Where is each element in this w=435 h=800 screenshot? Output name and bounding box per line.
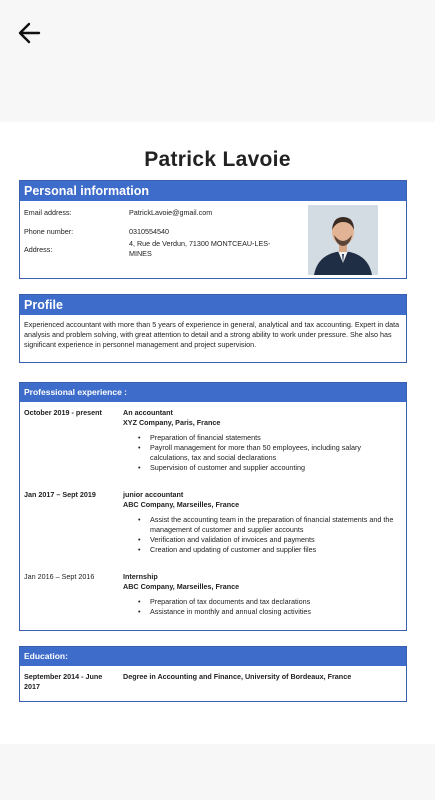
job-bullet: • Verification and validation of invoices and payments: [150, 535, 398, 545]
phone-label: Phone number:: [24, 227, 74, 236]
job-dates: Jan 2017 – Sept 2019: [24, 490, 96, 499]
resume-document: [0, 122, 435, 744]
education-section: [19, 646, 407, 702]
job-bullet: • Preparation of tax documents and tax declarations: [150, 597, 398, 607]
profile-photo: [308, 205, 378, 275]
job-bullet: • Supervision of customer and supplier accounting: [150, 463, 398, 473]
address-line-2: MINES: [129, 249, 152, 258]
profile-heading: Profile: [20, 295, 406, 315]
experience-section: [19, 382, 407, 631]
job-bullet: • Assistance in monthly and annual closing activities: [150, 607, 398, 617]
job-company: ABC Company, Marseilles, France: [123, 500, 240, 509]
job-dates: October 2019 - present: [24, 408, 102, 417]
job-bullet: • Preparation of financial statements: [150, 433, 398, 443]
job-company: ABC Company, Marseilles, France: [123, 582, 240, 591]
address-line-1: 4, Rue de Verdun, 71300 MONTCEAU-LES-: [129, 239, 271, 248]
job-title: Internship: [123, 572, 158, 581]
education-heading: Education:: [20, 647, 406, 666]
job-dates: Jan 2016 – Sept 2016: [24, 572, 95, 581]
person-photo-icon: [308, 205, 378, 275]
candidate-name: Patrick Lavoie: [144, 148, 291, 171]
education-degree: Degree in Accounting and Finance, University of Bordeaux, France: [123, 672, 352, 681]
job-title: An accountant: [123, 408, 173, 417]
phone-value: 0310554540: [129, 227, 169, 236]
profile-section: [19, 294, 407, 363]
address-label: Address:: [24, 245, 53, 254]
job-bullet: • Creation and updating of customer and supplier files: [150, 545, 398, 555]
job-title: junior accountant: [123, 490, 184, 499]
job-bullet: • Payroll management for more than 50 employees, including salary calculations, tax and social declarations: [150, 443, 398, 463]
personal-info-section: [19, 180, 407, 279]
experience-heading: Professional experience :: [20, 383, 406, 402]
email-value: PatrickLavoie@gmail.com: [129, 208, 213, 217]
job-bullet: • Assist the accounting team in the preparation of financial statements and the management of customer and supplier accounts: [150, 515, 398, 535]
job-company: XYZ Company, Paris, France: [123, 418, 221, 427]
back-arrow-icon[interactable]: [14, 18, 44, 48]
email-label: Email address:: [24, 208, 72, 217]
profile-text: Experienced accountant with more than 5 years of experience in general, analytical and tax accounting. Expert in data analysis and problem solving, with great attention to detail and a strong ability to work under pressure. She also has significant experience in personnel management and project supervision.: [24, 320, 400, 349]
personal-info-heading: Personal information: [20, 181, 406, 201]
education-dates: September 2014 - June 2017: [24, 672, 103, 691]
